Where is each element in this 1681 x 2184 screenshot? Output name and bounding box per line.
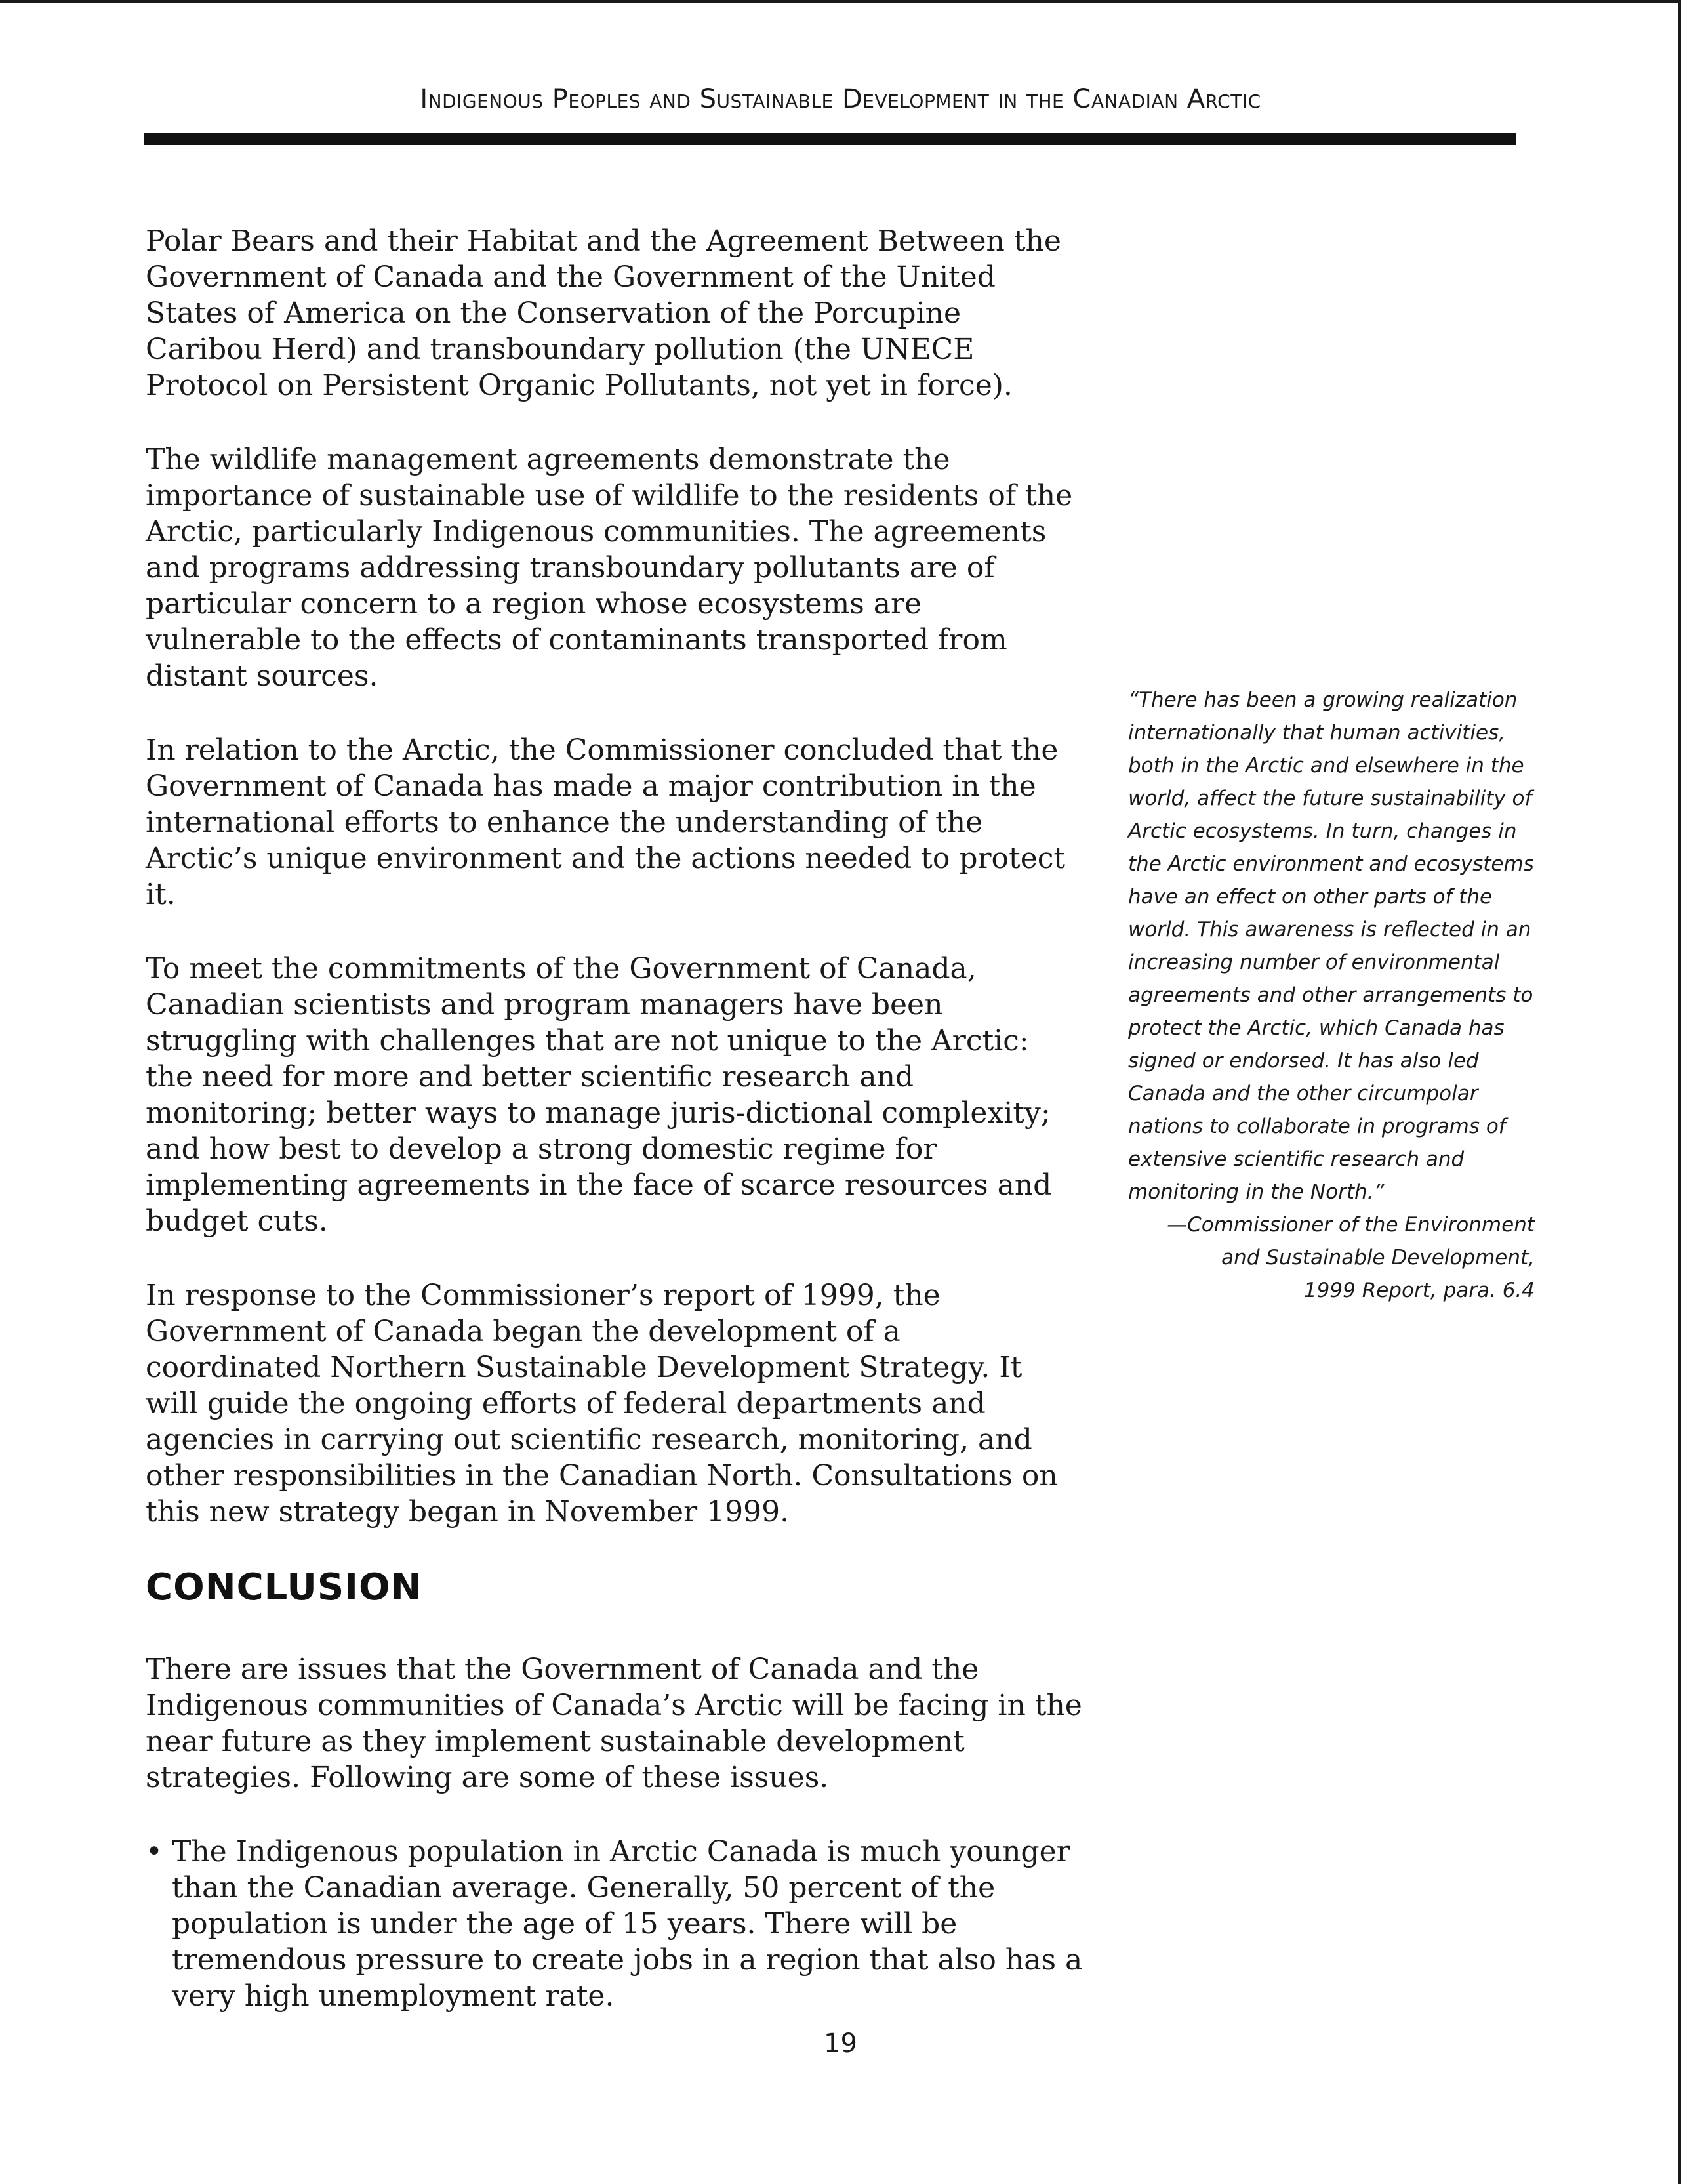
sidebar-quote: [1128, 684, 1535, 1307]
main-column: [146, 223, 1084, 2014]
body-paragraph: To meet the commitments of the Government of Canada, Canadian scientists and program managers have been struggling with challenges that are not unique to the Arctic: the need for more and better scientific research and monitoring; better ways to manage juris-dictional complexity; and how best to develop a strong domestic regime for implementing agreements in the face of scarce resources and budget cuts.: [146, 952, 1052, 1238]
body-paragraph: The wildlife management agreements demonstrate the importance of sustainable use of wildlife to the residents of the Arctic, particularly Indigenous communities. The agreements and programs addressing transboundary pollutants are of particular concern to a region whose ecosystems are vulnerable to the effects of contaminants transported from distant sources.: [146, 443, 1073, 693]
conclusion-intro: There are issues that the Government of Canada and the Indigenous communities of Canada’s Arctic will be facing in the near future as they implement sustainable development strategies. Following are some of these issues.: [146, 1653, 1082, 1794]
running-header: Indigenous Peoples and Sustainable Development in the Canadian Arctic: [420, 84, 1261, 114]
quote-text: “There has been a growing realization internationally that human activities, both in the Arctic and elsewhere in the world, affect the future sustainability of Arctic ecosystems. In turn, changes in the Arctic environment and ecosystems have an effect on other parts of the world. This awareness is reflected in an increasing number of environmental agreements and other arrangements to protect the Arctic, which Canada has signed or endorsed. It has also led Canada and the other circumpolar nations to collaborate in programs of extensive scientific research and monitoring in the North.”: [1128, 688, 1534, 1204]
quote-attribution: [1128, 1208, 1535, 1307]
header-rule: [144, 133, 1516, 145]
issues-list: [146, 1834, 1084, 2014]
page-number: 19: [824, 2029, 857, 2059]
attribution-line: and Sustainable Development,: [1221, 1246, 1535, 1269]
body-paragraph: In relation to the Arctic, the Commissioner concluded that the Government of Canada has made a major contribution in the international efforts to enhance the understanding of the Arctic’s unique environment and the actions needed to protect it.: [146, 733, 1066, 911]
page-edge-right: [1678, 0, 1681, 2184]
body-paragraph: In response to the Commissioner’s report of 1999, the Government of Canada began the development of a coordinated Northern Sustainable Development Strategy. It will guide the ongoing efforts of federal departments and agencies in carrying out scientific research, monitoring, and other responsibilities in the Canadian North. Consultations on this new strategy began in November 1999.: [146, 1279, 1058, 1529]
list-item: • The Indigenous population in Arctic Canada is much younger than the Canadian average. Generally, 50 percent of the population is under the age of 15 years. There will be tremendous pressure to create jobs in a region that also has a very high unemployment rate.: [146, 1834, 1084, 2014]
body-paragraph: Polar Bears and their Habitat and the Agreement Between the Government of Canada and the Government of the United States of America on the Conservation of the Porcupine Caribou Herd) and transboundary pollution (the UNECE Protocol on Persistent Organic Pollutants, not yet in force).: [146, 224, 1061, 402]
attribution-line: 1999 Report, para. 6.4: [1303, 1279, 1535, 1302]
page-edge-top: [0, 0, 1681, 3]
attribution-line: —Commissioner of the Environment: [1167, 1213, 1535, 1237]
conclusion-heading: CONCLUSION: [146, 1566, 422, 1609]
